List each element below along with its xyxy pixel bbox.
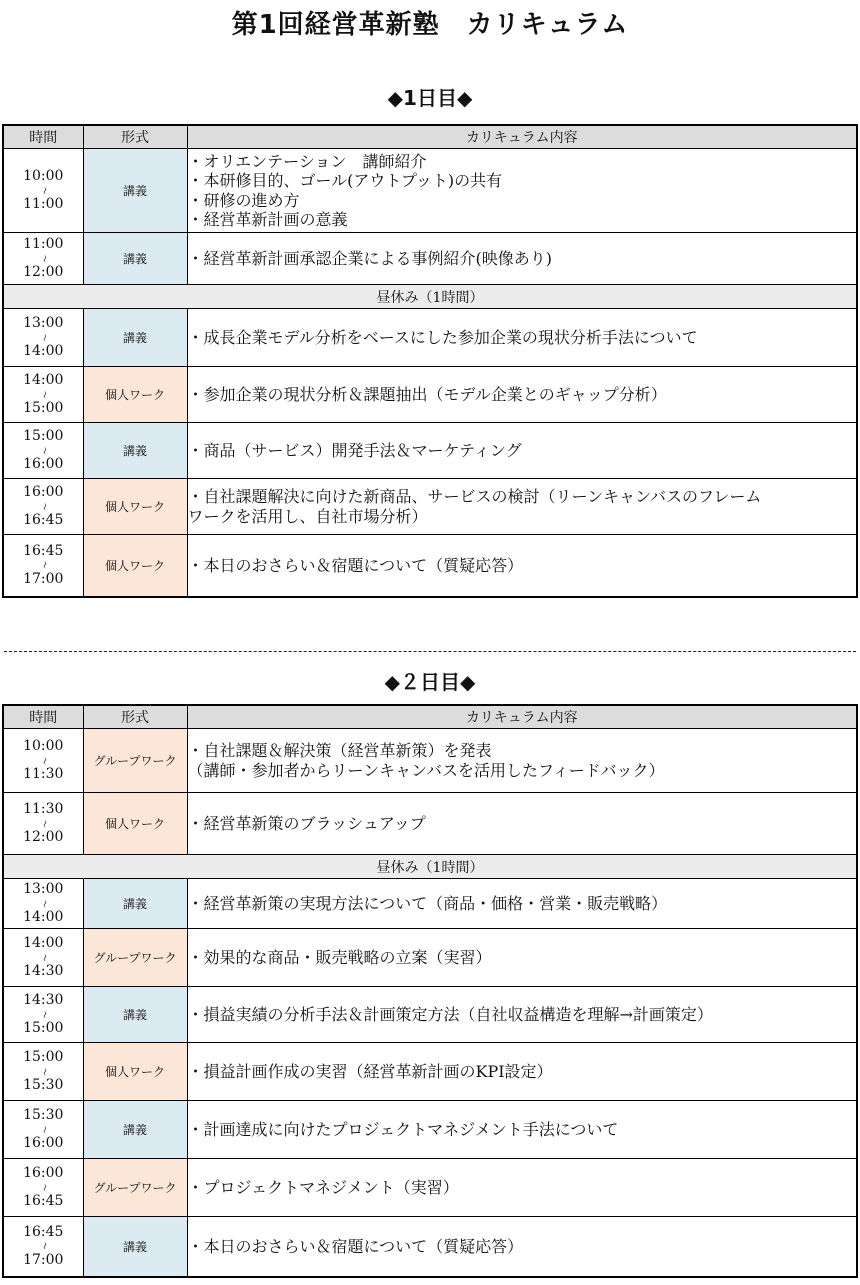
session-row bbox=[3, 1101, 857, 1159]
day1-heading: ◆1日目◆ bbox=[387, 86, 473, 110]
content-cell bbox=[187, 1101, 857, 1159]
start-time: 15:00 bbox=[23, 427, 64, 444]
content-cell bbox=[187, 1159, 857, 1217]
format-cell: グループワーク bbox=[83, 729, 187, 793]
start-time: 16:00 bbox=[23, 1164, 64, 1181]
header-format: 形式 bbox=[83, 705, 187, 729]
day2-heading: ◆２日目◆ bbox=[384, 670, 476, 694]
content-cell bbox=[187, 367, 857, 423]
format-cell: 講義 bbox=[83, 879, 187, 929]
content-cell bbox=[187, 423, 857, 479]
start-time: 11:00 bbox=[23, 235, 64, 252]
day2-schedule-table bbox=[2, 704, 858, 1278]
table-header-row bbox=[3, 705, 857, 729]
format-cell: 個人ワーク bbox=[83, 367, 187, 423]
end-time: 16:45 bbox=[23, 512, 64, 529]
content-cell bbox=[187, 149, 857, 233]
content-line: ・効果的な商品・販売戦略の立案（実習） bbox=[187, 947, 492, 967]
start-time: 14:30 bbox=[23, 991, 64, 1008]
session-row bbox=[3, 879, 857, 929]
format-cell: グループワーク bbox=[83, 929, 187, 987]
lunch-break-label: 昼休み（1時間） bbox=[3, 285, 857, 309]
header-time: 時間 bbox=[3, 705, 83, 729]
content-line: ・プロジェクトマネジメント（実習） bbox=[187, 1177, 459, 1197]
format-cell: 講義 bbox=[83, 309, 187, 367]
content-cell bbox=[187, 309, 857, 367]
session-row bbox=[3, 309, 857, 367]
header-content: カリキュラム内容 bbox=[187, 705, 857, 729]
content-cell bbox=[187, 1217, 857, 1277]
session-row bbox=[3, 1217, 857, 1277]
end-time: 14:00 bbox=[23, 343, 64, 360]
content-line: ・経営革新策のブラッシュアップ bbox=[187, 813, 426, 833]
range-separator: 〜 bbox=[36, 1067, 52, 1076]
end-time: 14:30 bbox=[23, 963, 64, 980]
end-time: 16:00 bbox=[23, 1135, 64, 1152]
format-cell: グループワーク bbox=[83, 1159, 187, 1217]
format-cell: 個人ワーク bbox=[83, 793, 187, 855]
content-line: ・研修の進め方 bbox=[187, 190, 300, 210]
content-cell bbox=[187, 535, 857, 597]
content-cell bbox=[187, 793, 857, 855]
time-cell bbox=[3, 535, 83, 597]
content-line: ・本研修目的、ゴール(アウトプット)の共有 bbox=[187, 171, 503, 191]
range-separator: 〜 bbox=[36, 390, 52, 399]
session-row bbox=[3, 149, 857, 233]
content-line: ・経営革新計画の意義 bbox=[187, 209, 348, 229]
range-separator: 〜 bbox=[36, 186, 52, 195]
time-cell bbox=[3, 149, 83, 233]
section-divider bbox=[4, 651, 856, 652]
range-separator: 〜 bbox=[36, 899, 52, 908]
end-time: 16:45 bbox=[23, 1193, 64, 1210]
session-row bbox=[3, 423, 857, 479]
time-cell bbox=[3, 929, 83, 987]
start-time: 16:00 bbox=[23, 483, 64, 500]
format-cell: 講義 bbox=[83, 233, 187, 285]
content-line: ・商品（サービス）開発手法＆マーケティング bbox=[187, 440, 522, 460]
format-cell: 個人ワーク bbox=[83, 1043, 187, 1101]
session-row bbox=[3, 535, 857, 597]
session-row bbox=[3, 1043, 857, 1101]
end-time: 17:00 bbox=[23, 1252, 64, 1269]
range-separator: 〜 bbox=[36, 1125, 52, 1134]
lunch-break-label: 昼休み（1時間） bbox=[3, 855, 857, 879]
format-cell: 講義 bbox=[83, 1217, 187, 1277]
start-time: 16:45 bbox=[23, 542, 64, 559]
range-separator: 〜 bbox=[36, 1242, 52, 1251]
format-cell: 講義 bbox=[83, 423, 187, 479]
content-cell bbox=[187, 479, 857, 535]
end-time: 15:30 bbox=[23, 1077, 64, 1094]
content-cell bbox=[187, 233, 857, 285]
document-title: 第1回経営革新塾 カリキュラム bbox=[231, 10, 629, 40]
end-time: 15:00 bbox=[23, 400, 64, 417]
range-separator: 〜 bbox=[36, 756, 52, 765]
range-separator: 〜 bbox=[36, 1183, 52, 1192]
session-row bbox=[3, 1159, 857, 1217]
session-row bbox=[3, 233, 857, 285]
time-cell bbox=[3, 1101, 83, 1159]
format-cell: 個人ワーク bbox=[83, 479, 187, 535]
range-separator: 〜 bbox=[36, 502, 52, 511]
content-line: ・オリエンテーション 講師紹介 bbox=[187, 152, 427, 172]
session-row bbox=[3, 729, 857, 793]
content-cell bbox=[187, 1043, 857, 1101]
session-row bbox=[3, 987, 857, 1043]
session-row bbox=[3, 793, 857, 855]
content-line: ・経営革新策の実現方法について（商品・価格・営業・販売戦略） bbox=[187, 893, 668, 913]
end-time: 14:00 bbox=[23, 909, 64, 926]
range-separator: 〜 bbox=[36, 333, 52, 342]
start-time: 10:00 bbox=[23, 167, 64, 184]
start-time: 14:00 bbox=[23, 934, 64, 951]
content-line: ・参加企業の現状分析＆課題抽出（モデル企業とのギャップ分析） bbox=[187, 384, 667, 404]
time-cell bbox=[3, 423, 83, 479]
table-header-row bbox=[3, 125, 857, 149]
time-cell bbox=[3, 309, 83, 367]
format-cell: 講義 bbox=[83, 149, 187, 233]
session-row bbox=[3, 929, 857, 987]
end-time: 11:30 bbox=[23, 766, 64, 783]
content-cell bbox=[187, 987, 857, 1043]
range-separator: 〜 bbox=[36, 819, 52, 828]
time-cell bbox=[3, 729, 83, 793]
time-cell bbox=[3, 793, 83, 855]
range-separator: 〜 bbox=[36, 446, 52, 455]
lunch-break-row bbox=[3, 285, 857, 309]
end-time: 15:00 bbox=[23, 1020, 64, 1037]
start-time: 11:30 bbox=[23, 800, 64, 817]
content-line: ・本日のおさらい＆宿題について（質疑応答） bbox=[187, 555, 524, 575]
content-line: ・成長企業モデル分析をベースにした参加企業の現状分析手法について bbox=[187, 327, 698, 347]
header-content: カリキュラム内容 bbox=[187, 125, 857, 149]
start-time: 15:30 bbox=[23, 1106, 64, 1123]
format-cell: 講義 bbox=[83, 1101, 187, 1159]
content-line: ・本日のおさらい＆宿題について（質疑応答） bbox=[187, 1236, 524, 1256]
range-separator: 〜 bbox=[36, 561, 52, 570]
time-cell bbox=[3, 233, 83, 285]
format-cell: 個人ワーク bbox=[83, 535, 187, 597]
content-line: ・損益実績の分析手法＆計画策定方法（自社収益構造を理解→計画策定） bbox=[187, 1004, 713, 1024]
content-line: ・計画達成に向けたプロジェクトマネジメント手法について bbox=[187, 1119, 619, 1139]
end-time: 12:00 bbox=[23, 264, 64, 281]
header-time: 時間 bbox=[3, 125, 83, 149]
lunch-break-row bbox=[3, 855, 857, 879]
content-line: ・自社課題＆解決策（経営革新策）を発表 bbox=[187, 741, 492, 761]
end-time: 17:00 bbox=[23, 571, 64, 588]
end-time: 16:00 bbox=[23, 456, 64, 473]
format-cell: 講義 bbox=[83, 987, 187, 1043]
range-separator: 〜 bbox=[36, 953, 52, 962]
content-line: ・自社課題解決に向けた新商品、サービスの検討（リーンキャンバスのフレーム bbox=[187, 487, 762, 507]
content-cell bbox=[187, 879, 857, 929]
range-separator: 〜 bbox=[36, 254, 52, 263]
time-cell bbox=[3, 367, 83, 423]
content-cell bbox=[187, 729, 857, 793]
time-cell bbox=[3, 879, 83, 929]
end-time: 11:00 bbox=[23, 196, 64, 213]
session-row bbox=[3, 367, 857, 423]
end-time: 12:00 bbox=[23, 829, 64, 846]
content-line: ・損益計画作成の実習（経営革新計画のKPI設定） bbox=[187, 1061, 553, 1081]
time-cell bbox=[3, 1159, 83, 1217]
session-row bbox=[3, 479, 857, 535]
content-cell bbox=[187, 929, 857, 987]
start-time: 14:00 bbox=[23, 371, 64, 388]
content-line: ・経営革新計画承認企業による事例紹介(映像あり) bbox=[187, 248, 552, 268]
time-cell bbox=[3, 987, 83, 1043]
day1-schedule-table bbox=[2, 124, 858, 598]
start-time: 16:45 bbox=[23, 1223, 64, 1240]
start-time: 15:00 bbox=[23, 1048, 64, 1065]
time-cell bbox=[3, 1217, 83, 1277]
range-separator: 〜 bbox=[36, 1010, 52, 1019]
start-time: 10:00 bbox=[23, 737, 64, 754]
time-cell bbox=[3, 1043, 83, 1101]
start-time: 13:00 bbox=[23, 314, 64, 331]
start-time: 13:00 bbox=[23, 880, 64, 897]
content-line: （講師・参加者からリーンキャンバスを活用したフィードバック） bbox=[187, 760, 665, 780]
content-line: ワークを活用し、自社市場分析） bbox=[187, 506, 428, 526]
time-cell bbox=[3, 479, 83, 535]
header-format: 形式 bbox=[83, 125, 187, 149]
